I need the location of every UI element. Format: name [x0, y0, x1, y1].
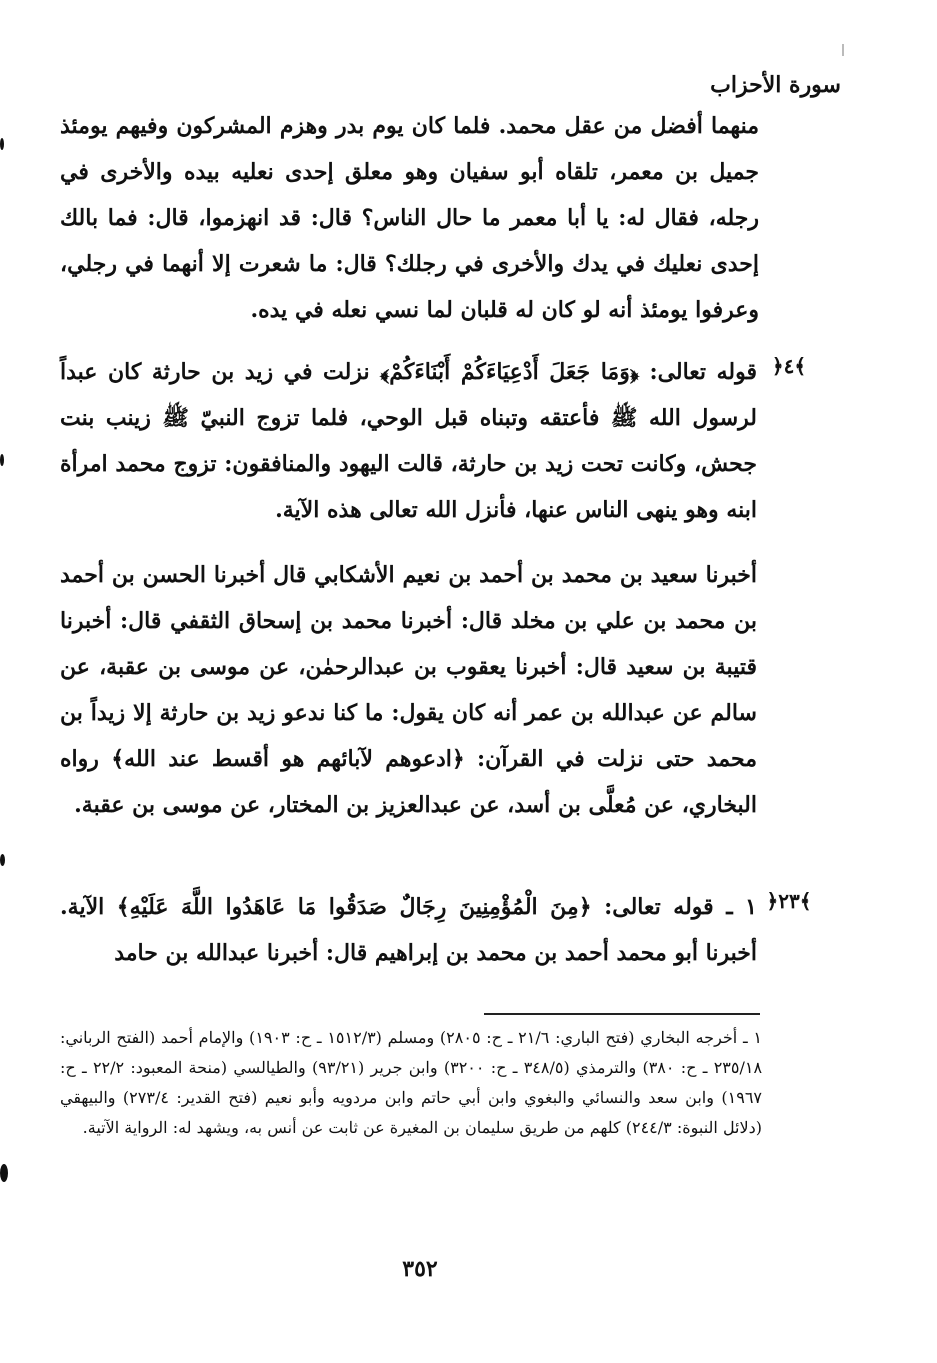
- scan-edge-mark: [0, 138, 4, 150]
- verse-number-marker: ﴿٢٣﴾: [766, 889, 812, 913]
- scan-edge-mark: [0, 1164, 8, 1182]
- verse-number-marker: ﴿٤﴾: [771, 354, 807, 378]
- footnote-divider: [484, 1013, 760, 1015]
- paragraph-verse-23: ١ ـ قوله تعالى: ﴿مِنَ الْمُؤْمِنِينَ رِجَالٌ صَدَقُوا مَا عَاهَدُوا اللَّهَ عَلَيْهِ﴾ الآية. أخبرنا أبو محمد أحمد بن محمد بن إبراهيم قال: أخبرنا عبدالله بن حامد: [60, 894, 757, 966]
- scan-tick-mark: [842, 44, 844, 56]
- footnote: ١ ـ أخرجه البخاري (فتح الباري: ٢١/٦ ـ ح: ٢٨٠٥) ومسلم (١٥١٢/٣ ـ ح: ١٩٠٣) والإمام أحمد (الفتح الرباني: ٢٣٥/١٨ ـ ح: ٣٨٠) والترمذي (٣٤٨/٥ ـ ح: ٣٢٠٠) وابن جرير (٩٣/٢١) والطيالسي (منحة المعبود: ٢٢/٢ ـ ح: ١٩٦٧) وابن سعد والنسائي والبغوي وابن أبي حاتم وابن مردويه وأبو نعيم (فتح القدير: ٢٧٣/٤) والبيهقي (دلائل النبوة: ٢٤٤/٣) كلهم من طريق سليمان بن المغيرة عن ثابت عن أنس به، ويشهد له: الرواية الآتية.: [60, 1028, 763, 1137]
- scan-edge-mark: [0, 854, 5, 866]
- paragraph-continuation: منهما أفضل من عقل محمد. فلما كان يوم بدر وهزم المشركون وفيهم يومئذ جميل بن معمر، تلقاه أبو سفيان وهو معلق إحدى نعليه بيده والأخرى في رجله، فقال له: يا أبا معمر ما حال الناس؟ قال: قد انهزموا، قال: فما بالك إحدى نعليك في يدك والأخرى في رجلك؟ قال: ما شعرت إلا أنهما في رجلي، وعرفوا يومئذ أنه لو كان له قلبان لما نسي نعله في يده.: [60, 113, 759, 323]
- paragraph-verse-4: قوله تعالى: ﴿وَمَا جَعَلَ أَدْعِيَاءَكُمْ أَبْنَاءَكُمْ﴾ نزلت في زيد بن حارثة كان عبداً لرسول الله ﷺ فأعتقه وتبناه قبل الوحي، فلما تزوج النبيّ ﷺ زينب بنت جحش، وكانت تحت زيد بن حارثة، قالت اليهود والمنافقون: تزوج محمد امرأة ابنه وهو ينهى الناس عنها، فأنزل الله تعالى هذه الآية.: [60, 359, 757, 523]
- paragraph-hadith-chain: أخبرنا سعيد بن محمد بن أحمد بن نعيم الأشكابي قال أخبرنا الحسن بن أحمد بن محمد بن علي بن مخلد قال: أخبرنا محمد بن إسحاق الثقفي قال: أخبرنا قتيبة بن سعيد قال: أخبرنا يعقوب بن عبدالرحمٰن، عن موسى بن عقبة، عن سالم عن عبدالله بن عمر أنه كان يقول: ما كنا ندعو زيد بن حارثة إلا زيداً بن محمد حتى نزلت في القرآن: ﴿ادعوهم لآبائهم هو أقسط عند الله﴾ رواه البخاري، عن مُعلَّى بن أسد، عن عبدالعزيز بن المختار، عن موسى بن عقبة.: [60, 562, 757, 818]
- scan-edge-mark: [0, 454, 4, 466]
- page-number: ٣٥٢: [402, 1256, 438, 1282]
- surah-title: سورة الأحزاب: [710, 72, 841, 98]
